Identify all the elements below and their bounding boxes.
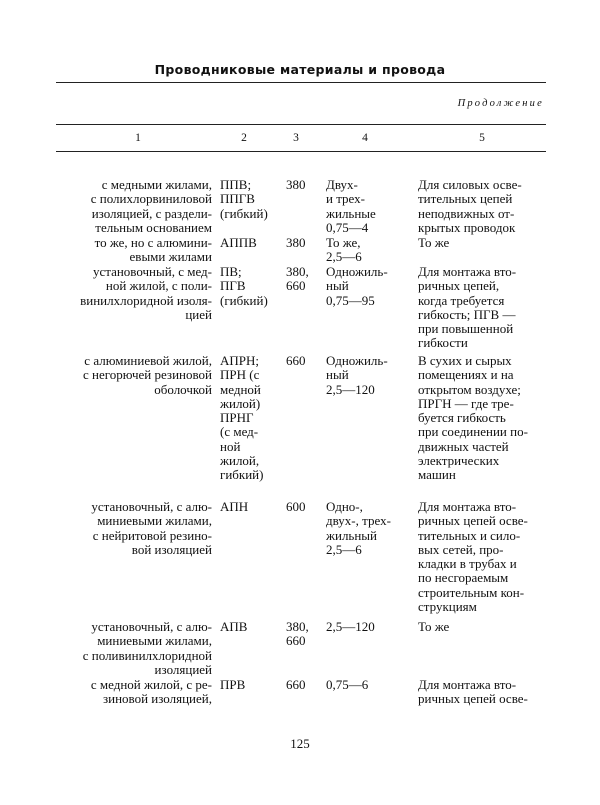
row-6-mark: АПВ <box>220 619 248 634</box>
continued-label: Продолжение <box>457 98 544 109</box>
row-5-application: Для монтажа вто- ричных цепей осве- тительных и сило- вых сетей, про- кладки в трубах и по несгораемым строительным кон- струкциям <box>418 499 528 615</box>
row-2-voltage: 380 <box>286 235 306 250</box>
row-6-section: 2,5—120 <box>326 619 375 634</box>
row-3-description: установочный, с мед- ной жилой, с поли- винилхлоридной изоля- цией <box>80 264 212 322</box>
row-6-description: установочный, с алю- миниевыми жилами, с поливинилхлоридной изоляцией <box>82 619 212 677</box>
row-1-voltage: 380 <box>286 177 306 192</box>
row-1-description: с медными жилами, с полихлорвиниловой изоляцией, с раздели- тельным основанием <box>90 177 212 235</box>
row-1-mark: ППВ; ППГВ (гибкий) <box>220 177 268 221</box>
column-header-3: 3 <box>293 132 299 144</box>
row-5-description: установочный, с алю- миниевыми жилами, с нейритовой резино- вой изоляцией <box>91 499 212 557</box>
row-3-voltage: 380, 660 <box>286 264 309 294</box>
column-header-4: 4 <box>362 132 368 144</box>
page-number: 125 <box>290 736 310 751</box>
row-7-voltage: 660 <box>286 677 306 692</box>
row-5-section: Одно-, двух-, трех- жильный 2,5—6 <box>326 499 391 557</box>
row-5-voltage: 600 <box>286 499 306 514</box>
row-3-application: Для монтажа вто- ричных цепей, когда требуется гибкость; ПГВ — при повышенной гибкости <box>418 264 517 351</box>
row-7-section: 0,75—6 <box>326 677 369 692</box>
row-4-description: с алюминиевой жилой, с негорючей резиновой оболочкой <box>83 353 212 397</box>
row-2-mark: АППВ <box>220 235 257 250</box>
column-header-5: 5 <box>479 132 485 144</box>
row-2-section: То же, 2,5—6 <box>326 235 362 265</box>
row-4-section: Одножиль- ный 2,5—120 <box>326 353 388 397</box>
row-6-application: То же <box>418 619 450 634</box>
page-title: Проводниковые материалы и провода <box>154 62 446 77</box>
title-rule <box>56 82 546 83</box>
row-3-section: Одножиль- ный 0,75—95 <box>326 264 388 308</box>
row-2-description: то же, но с алюмини- евыми жилами <box>94 235 212 265</box>
row-3-mark: ПВ; ПГВ (гибкий) <box>220 264 268 308</box>
column-header-2: 2 <box>241 132 247 144</box>
row-4-application: В сухих и сырых помещениях и на открытом воздухе; ПРГН — где тре- буется гибкость при соединении по- движных частей электрических машин <box>418 353 528 483</box>
row-7-description: с медной жилой, с ре- зиновой изоляцией, <box>90 677 212 707</box>
header-bottom-rule <box>56 151 546 152</box>
table-top-rule <box>56 124 546 125</box>
row-5-mark: АПН <box>220 499 249 514</box>
row-7-mark: ПРВ <box>220 677 246 692</box>
row-4-voltage: 660 <box>286 353 306 368</box>
column-header-1: 1 <box>135 132 141 144</box>
row-1-section: Двух- и трех- жильные 0,75—4 <box>326 177 376 235</box>
row-6-voltage: 380, 660 <box>286 619 309 649</box>
row-2-application: То же <box>418 235 450 250</box>
row-4-mark: АПРН; ПРН (с медной жилой) ПРНГ (с мед- ной жилой, гибкий) <box>220 353 264 483</box>
row-1-application: Для силовых осве- тительных цепей неподвижных от- крытых проводок <box>418 177 522 235</box>
row-7-application: Для монтажа вто- ричных цепей осве- <box>418 677 528 707</box>
